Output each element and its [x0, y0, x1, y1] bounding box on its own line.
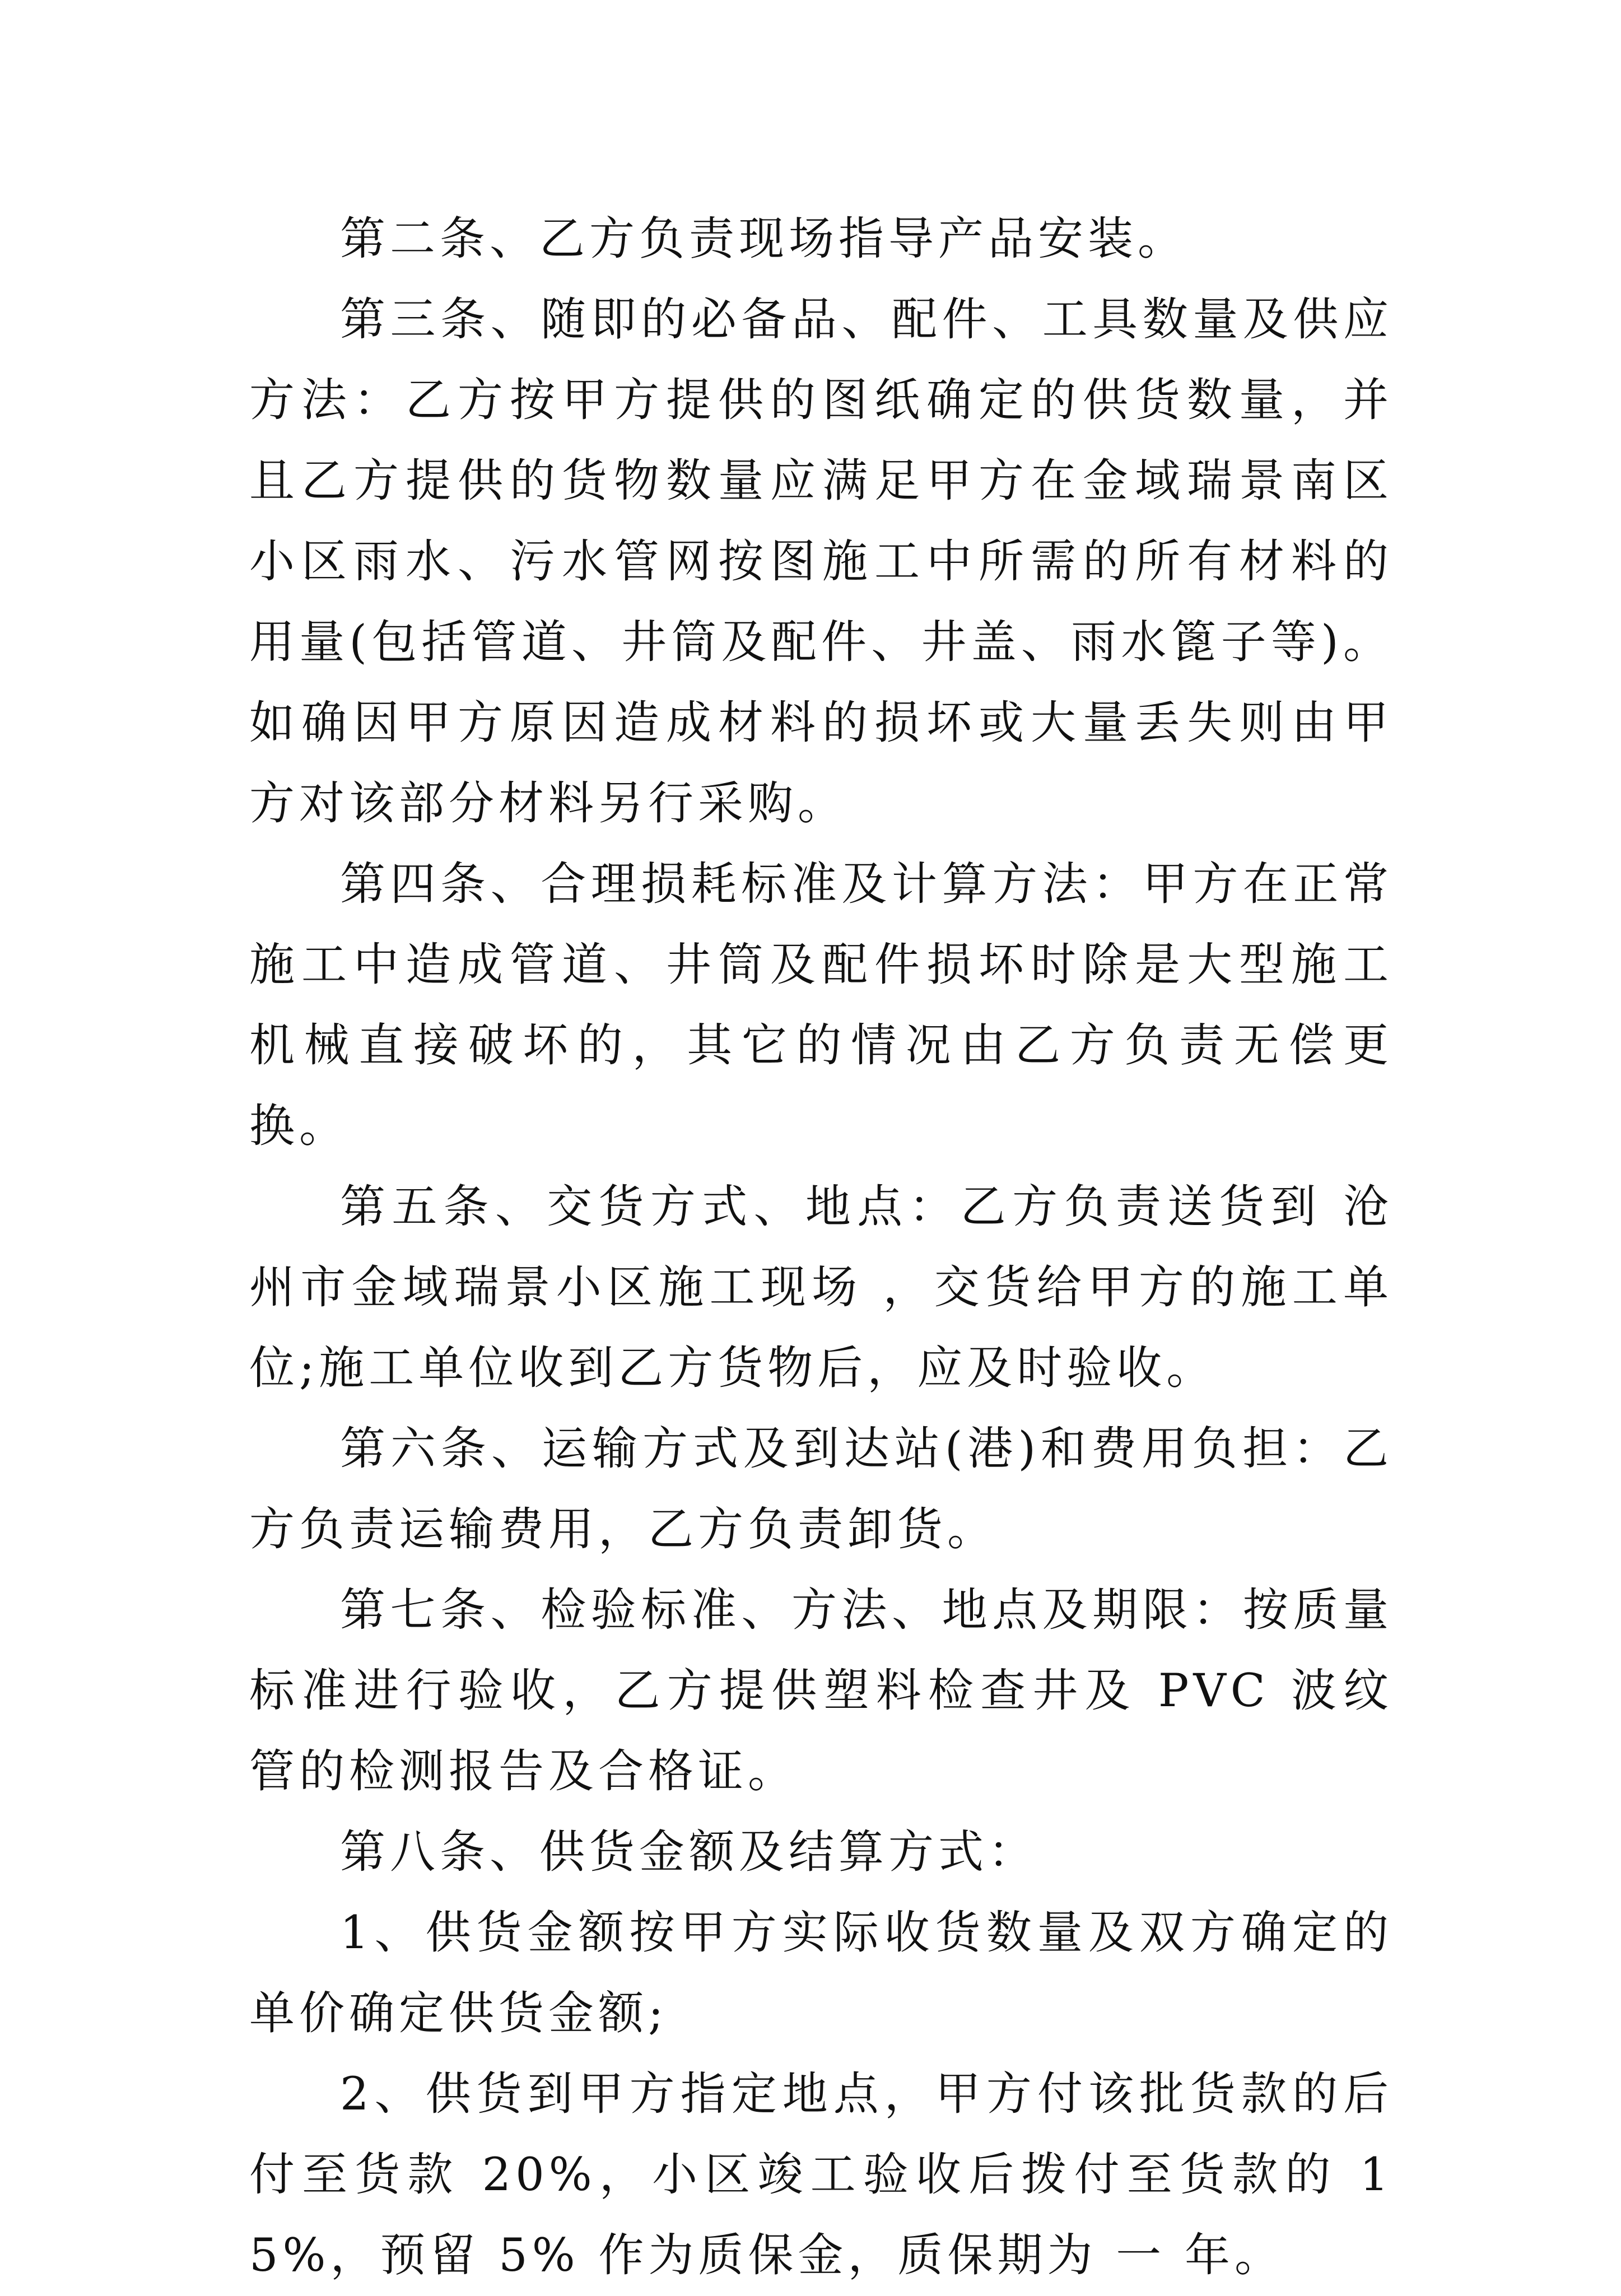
clause-2-paragraph: 第二条、乙方负责现场指导产品安装。 — [340, 213, 1188, 266]
clause-4-paragraph: 第四条、合理损耗标准及计算方法：甲方在正常施工中造成管道、井筒及配件损坏时除是大型施工机械直接破坏的，其它的情况由乙方负责无偿更换。 — [249, 858, 1393, 1153]
clause-7-paragraph: 第七条、检验标准、方法、地点及期限：按质量标准进行验收，乙方提供塑料检查井及 PVC 波纹管的检测报告及合格证。 — [249, 1584, 1393, 1798]
clause-8-item-1-paragraph: 1、供货金额按甲方实际收货数量及双方确定的单价确定供货金额; — [249, 1907, 1393, 2040]
clause-3-paragraph: 第三条、随即的必备品、配件、工具数量及供应方法：乙方按甲方提供的图纸确定的供货数量，并且乙方提供的货物数量应满足甲方在金域瑞景南区小区雨水、污水管网按图施工中所需的所有材料的用量(包括管道、井筒及配件、井盖、雨水篦子等)。如确因甲方原因造成材料的损坏或大量丢失则由甲方对该部分材料另行采购。 — [249, 294, 1393, 830]
clause-8-item-2-paragraph: 2、供货到甲方指定地点，甲方付该批货款的后付至货款 20%，小区竣工验收后拨付至货款的 15%，预留 5% 作为质保金，质保期为 一 年。 — [249, 2068, 1393, 2282]
clause-6-paragraph: 第六条、运输方式及到达站(港)和费用负担：乙方负责运输费用，乙方负责卸货。 — [249, 1423, 1393, 1556]
document-body — [249, 199, 1393, 2296]
clause-8-paragraph: 第八条、供货金额及结算方式： — [340, 1826, 1038, 1879]
clause-5-paragraph: 第五条、交货方式、地点：乙方负责送货到 沧州市金域瑞景小区施工现场 ，交货给甲方的施工单位;施工单位收到乙方货物后，应及时验收。 — [249, 1181, 1393, 1395]
